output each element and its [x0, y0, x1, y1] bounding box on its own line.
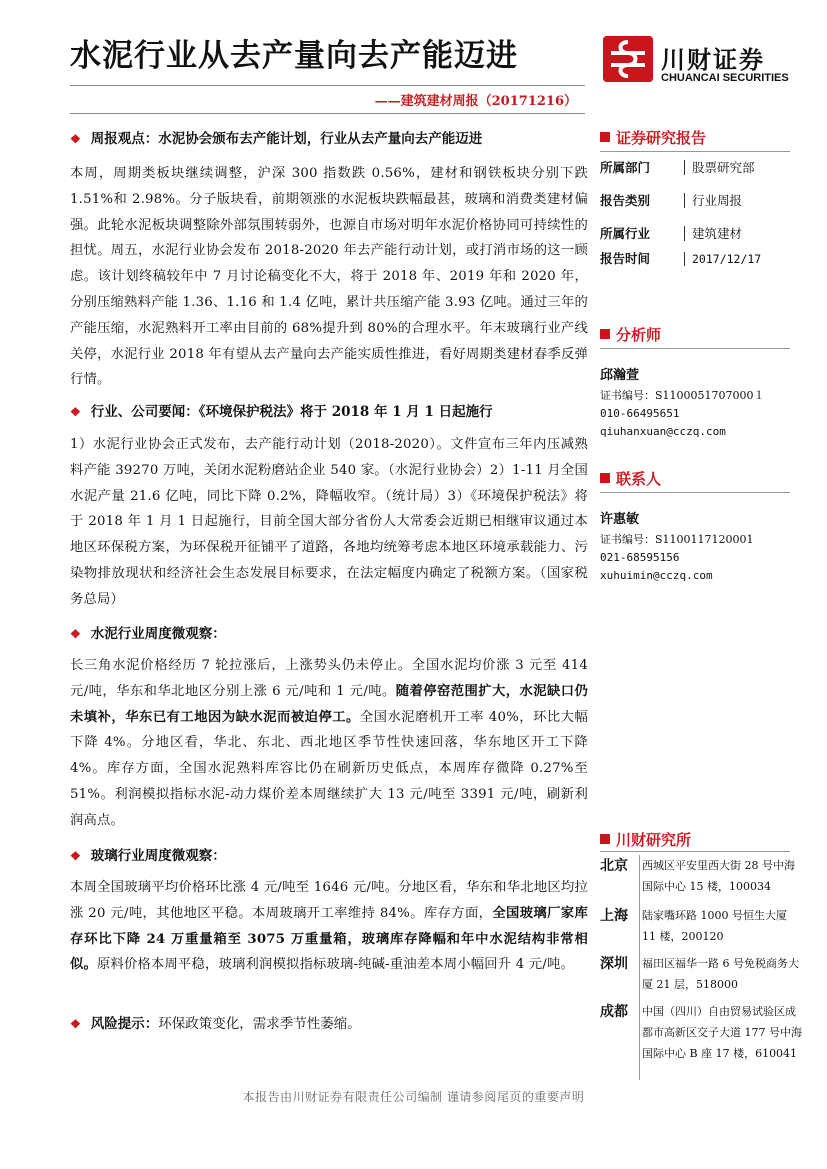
sidebar-divider — [600, 492, 790, 493]
info-row: 报告时间 2017/12/17 — [600, 251, 762, 266]
contact-email[interactable]: xuhuimin@cczq.com — [600, 569, 713, 582]
square-bullet-icon — [600, 473, 610, 483]
section-heading: ❖ 行业、公司要闻：《环境保护税法》将于 2018 年 1 月 1 日起施行 — [70, 404, 493, 420]
analyst-email[interactable]: qiuhanxuan@cczq.com — [600, 425, 726, 438]
section-heading: ❖ 水泥行业周度微观察： — [70, 626, 226, 642]
logo-name-en: CHUANCAI SECURITIES — [661, 72, 789, 84]
subtitle-divider — [70, 113, 585, 114]
square-bullet-icon — [600, 329, 610, 339]
report-subtitle: ——建筑建材周报（20171216） — [374, 94, 577, 109]
analyst-phone: 010-66495651 — [600, 407, 680, 420]
title-divider — [70, 85, 585, 86]
risk-line: ❖ 风险提示：环保政策变化，需求季节性萎缩。 — [70, 1016, 361, 1032]
section-5 — [70, 1014, 588, 1034]
page-footer: 本报告由川财证券有限责任公司编制 谨请参阅尾页的重要声明 — [242, 1090, 585, 1104]
info-row: 报告类别 行业周报 — [600, 193, 743, 208]
sidebar-divider — [600, 151, 790, 152]
contact-phone: 021-68595156 — [600, 551, 680, 564]
contact-block — [600, 508, 790, 585]
section-1 — [70, 129, 588, 393]
research-heading: 川财研究所 — [600, 829, 790, 851]
report-info-table — [600, 158, 790, 269]
contact-cert: 证书编号：S1100117120001 — [600, 533, 754, 546]
diamond-bullet-icon: ❖ — [70, 1017, 81, 1031]
info-row: 所属行业 建筑建材 — [600, 226, 743, 241]
analyst-heading: 分析师 — [600, 324, 790, 346]
contact-heading: 联系人 — [600, 468, 790, 490]
diamond-bullet-icon: ❖ — [70, 627, 81, 641]
section-body: 本周，周期类板块继续调整，沪深 300 指数跌 0.56%，建材和钢铁板块分别下跌 1.51%和 2.98%。分子版块看，前期领涨的水泥板块跌幅最甚，玻璃和消费类建材偏强。此轮水泥板块调整除外部氛围转弱外，也源自市场对明年水泥价格协同可持续性的担忧。周五，水泥行业协会发布 2018-2020 年去产能行动计划，或打消市场的这一顾虑。该计划终稿较年中 7 月讨论稿变化不大，将于 2018 年、2019 年和 2020 年，分别压缩熟料产能 1.36、1.16 和 1.4 亿吨，累计共压缩产能 3.93 亿吨。通过三年的产能压缩，水泥熟料开工率由目前的 68%提升到 80%的合理水平。年末玻璃行业产线关停，水泥行业 2018 年有望从去产量向去产能实质性推进，看好周期类建材春季反弹行情。 — [70, 166, 588, 388]
section-2 — [70, 402, 588, 613]
section-heading: ❖ 周报观点：水泥协会颁布去产能计划，行业从去产量向去产能迈进 — [70, 131, 483, 147]
sidebar-divider — [600, 851, 790, 852]
section-3 — [70, 624, 588, 834]
diamond-bullet-icon: ❖ — [70, 849, 81, 863]
report-title: 水泥行业从去产量向去产能迈进 — [70, 38, 518, 74]
logo-name-cn: 川财证券 — [661, 46, 765, 74]
company-logo-icon — [603, 36, 653, 82]
contact-name: 许惠敏 — [600, 512, 640, 527]
office-divider — [639, 855, 640, 1080]
square-bullet-icon — [600, 834, 610, 844]
section-4 — [70, 846, 588, 978]
info-row: 所属部门 股票研究部 — [600, 160, 755, 175]
section-body: 长三角水泥价格经历 7 轮拉涨后，上涨势头仍未停止。全国水泥均价涨 3 元至 414 元/吨，华东和华北地区分别上涨 6 元/吨和 1 元/吨。随着停窑范围扩大，水泥缺口仍未填补，华东已有工地因为缺水泥而被迫停工。全国水泥磨机开工率 40%，环比大幅下降 4%。分地区看，华北、东北、西北地区季节性快速回落，华东地区开工下降 4%。库存方面，全国水泥熟料库容比仍在刷新历史低点，本周库存微降 0.27%至 51%。利润模拟指标水泥-动力煤价差本周继续扩大 13 元/吨至 3391 元/吨，刷新利润高点。 — [70, 658, 588, 828]
section-body: 1）水泥行业协会正式发布，去产能行动计划（2018-2020）。文件宣布三年内压减熟料产能 39270 万吨，关闭水泥粉磨站企业 540 家。（水泥行业协会）2）1-11 月全国水泥产量 21.6 亿吨，同比下降 0.2%，降幅收窄。（统计局）3）《环境保护税法》将于 2018 年 1 月 1 日起施行，目前全国大部分省份人大常委会近期已相继审议通过本地区环保税方案，为环保税开征铺平了道路，各地均统筹考虑本地区环境承载能力、污染物排放现状和经济社会生态发展目标要求，在法定幅度内确定了税额方案。（国家税务总局） — [70, 437, 588, 607]
diamond-bullet-icon: ❖ — [70, 405, 81, 419]
analyst-block — [600, 364, 790, 441]
analyst-cert: 证书编号：S1100051707000１ — [600, 389, 765, 402]
report-info-heading: 证券研究报告 — [600, 127, 790, 149]
section-heading: ❖ 玻璃行业周度微观察： — [70, 848, 226, 864]
square-bullet-icon — [600, 132, 610, 142]
section-body: 本周全国玻璃平均价格环比涨 4 元/吨至 1646 元/吨。分地区看，华东和华北地区均拉涨 20 元/吨，其他地区平稳。本周玻璃开工率维持 84%。库存方面，全国玻璃厂家库存环比下降 24 万重量箱至 3075 万重量箱，玻璃库存降幅和年中水泥结构非常相似。原料价格本周平稳，玻璃利润模拟指标玻璃-纯碱-重油差本周小幅回升 4 元/吨。 — [70, 880, 588, 973]
diamond-bullet-icon: ❖ — [70, 132, 81, 146]
sidebar-divider — [600, 348, 790, 349]
analyst-name: 邱瀚萱 — [600, 368, 640, 383]
